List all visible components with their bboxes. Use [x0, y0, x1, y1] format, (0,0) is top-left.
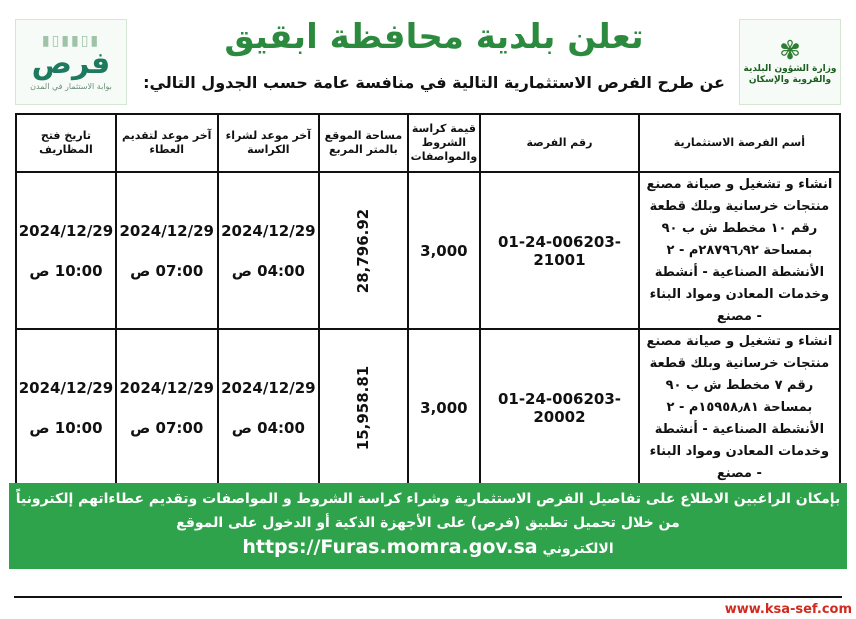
last-submit-date: 2024/12/29: [119, 221, 214, 240]
table-header-row: [16, 114, 840, 172]
booklet-price: 3,000: [408, 329, 481, 486]
skyline-icon: ▮▯▮▮▯▮: [41, 33, 101, 49]
page-subtitle: عن طرح الفرص الاستثمارية التالية في منافسة عامة حسب الجدول التالي:: [143, 73, 725, 92]
last-submit-time: 07:00 ص: [130, 418, 204, 437]
furas-logo-text: فرص: [31, 46, 111, 81]
col-header-number: رقم الفرصة: [480, 114, 639, 172]
site-area-value: 28,796.92: [354, 208, 373, 294]
col-header-area: مساحة الموقع بالمتر المربع: [319, 114, 407, 172]
opportunity-name: انشاء و تشغيل و صيانة مصنع منتجات خرسانية وبلك قطعة رقم ٧ مخطط ش ب ٩٠ بمساحة ١٥٩٥٨٫٨١م - ٢ الأنشطة الصناعية - أنشطة وخدمات المعادن ومواد البناء - مصنع: [639, 329, 840, 486]
col-header-opening: تاريخ فتح المظاريف: [16, 114, 116, 172]
last-buy: [218, 329, 320, 486]
last-buy-time: 04:00 ص: [231, 418, 305, 437]
opening-date: 2024/12/29: [18, 378, 114, 397]
col-header-last-buy: آخر موعد لشراء الكراسة: [218, 114, 320, 172]
header: [9, 9, 847, 109]
last-buy-time: 04:00 ص: [231, 261, 305, 280]
opportunity-number: 01-24-006203-21001: [480, 172, 639, 329]
table-row: [16, 172, 840, 329]
ministry-name: وزارة الشؤون البلدية والقروية والإسكان: [743, 64, 837, 85]
last-buy-date: 2024/12/29: [221, 221, 316, 240]
opportunities-table: [15, 113, 841, 487]
site-area: [319, 329, 407, 486]
last-submit-date: 2024/12/29: [119, 378, 214, 397]
ministry-logo: [739, 19, 841, 105]
col-header-last-submit: آخر موعد لتقديم العطاء: [116, 114, 218, 172]
site-area-value: 15,958.81: [354, 365, 373, 451]
furas-website-link[interactable]: https://Furas.momra.gov.sa: [242, 536, 538, 558]
table-row: [16, 329, 840, 486]
opening-time: 10:00 ص: [29, 261, 103, 280]
furas-logo: [15, 19, 127, 105]
footer-divider: [14, 596, 842, 598]
opening-date: 2024/12/29: [18, 221, 114, 240]
opening: [16, 329, 116, 486]
opening: [16, 172, 116, 329]
banner-text: بإمكان الراغبين الاطلاع على تفاصيل الفرص الاستثمارية وشراء كراسة الشروط و المواصفات وتقديم عطاءاتهم إلكترونياً من خلال تحميل تطبيق (فرص) على الأجهزة الذكية أو الدخول على الموقع: [15, 491, 841, 531]
last-submit: [116, 172, 218, 329]
advertisement: [9, 9, 847, 569]
page-title: تعلن بلدية محافظة ابقيق: [224, 17, 644, 57]
booklet-price: 3,000: [408, 172, 481, 329]
opportunity-number: 01-24-006203-20002: [480, 329, 639, 486]
palm-emblem-icon: ✾: [779, 36, 801, 67]
opening-time: 10:00 ص: [29, 418, 103, 437]
banner-prefix: الالكتروني: [542, 541, 614, 557]
last-submit: [116, 329, 218, 486]
col-header-price: قيمة كراسة الشروط والمواصفات: [408, 114, 481, 172]
furas-tagline: بوابة الاستثمار في المدن: [30, 82, 112, 91]
last-buy: [218, 172, 320, 329]
source-site: www.ksa-sef.com: [724, 602, 852, 617]
info-banner: [9, 483, 847, 569]
last-submit-time: 07:00 ص: [130, 261, 204, 280]
last-buy-date: 2024/12/29: [221, 378, 316, 397]
opportunity-name: انشاء و تشغيل و صيانة مصنع منتجات خرسانية وبلك قطعة رقم ١٠ مخطط ش ب ٩٠ بمساحة ٢٨٧٩٦٫٩٢م - ٢ الأنشطة الصناعية - أنشطة وخدمات المعادن ومواد البناء - مصنع: [639, 172, 840, 329]
col-header-name: أسم الفرصة الاستثمارية: [639, 114, 840, 172]
site-area: [319, 172, 407, 329]
